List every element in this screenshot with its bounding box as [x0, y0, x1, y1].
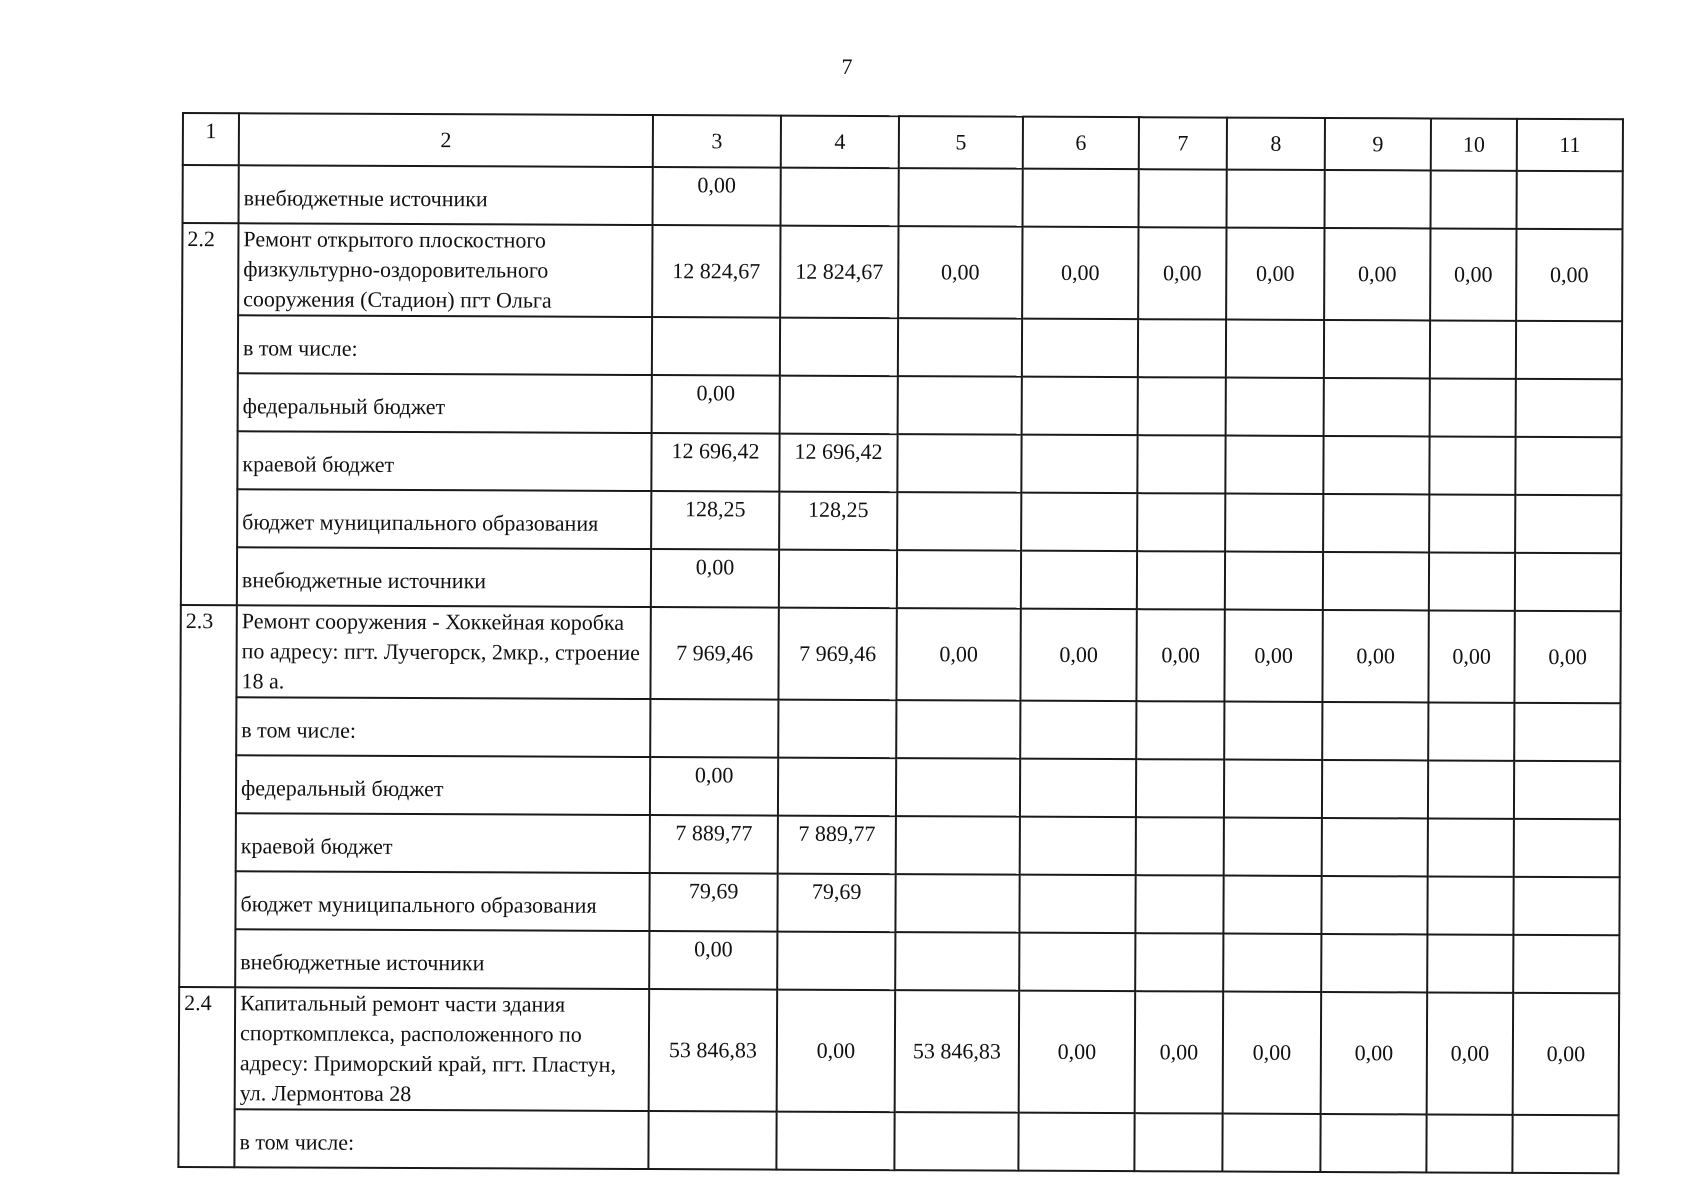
value-cell — [778, 758, 896, 817]
value-cell — [1223, 876, 1321, 934]
value-cell: 0,00 — [1516, 229, 1622, 321]
value-cell: 0,00 — [1226, 228, 1324, 320]
value-cell — [1320, 1114, 1426, 1172]
value-cell — [1321, 934, 1427, 992]
table-subrow — [182, 373, 1622, 437]
item-name-cell: краевой бюджет — [236, 813, 650, 873]
value-cell — [897, 492, 1021, 551]
value-cell: 0,00 — [1138, 227, 1226, 319]
header-cell: 1 — [183, 113, 239, 165]
value-cell — [1226, 378, 1324, 436]
item-number-cell: 2.3 — [179, 605, 237, 987]
value-cell — [896, 758, 1020, 817]
value-cell: 79,69 — [777, 874, 895, 933]
item-name-cell: бюджет муниципального образования — [235, 871, 649, 931]
table-subrow — [181, 547, 1621, 611]
item-name-cell: Капитальный ремонт части здания спорткомплекса, расположенного по адресу: Приморский край, пгт. Пластун, ул. Лермонтова 28 — [235, 987, 650, 1111]
value-cell — [1135, 933, 1223, 991]
value-cell — [899, 168, 1023, 227]
value-cell — [1020, 701, 1136, 760]
item-number-cell — [183, 165, 239, 223]
item-number-cell: 2.4 — [178, 987, 235, 1167]
table-body — [178, 113, 1623, 1173]
value-cell — [1428, 760, 1514, 818]
value-cell — [650, 699, 778, 758]
table-subrow — [180, 755, 1620, 819]
value-cell: 12 824,67 — [652, 225, 780, 318]
value-cell: 0,00 — [1136, 609, 1224, 701]
value-cell — [1137, 493, 1225, 551]
header-cell: 3 — [653, 115, 781, 168]
value-cell: 0,00 — [1223, 992, 1322, 1114]
item-name-cell: внебюджетные источники — [239, 165, 653, 225]
value-cell: 0,00 — [1135, 991, 1224, 1113]
table-subrow — [179, 929, 1619, 993]
value-cell: 0,00 — [1430, 228, 1516, 320]
header-cell: 7 — [1139, 117, 1227, 169]
table-subrow — [181, 489, 1621, 553]
value-cell — [1136, 759, 1224, 817]
value-cell: 0,00 — [1428, 610, 1514, 702]
value-cell — [1426, 1114, 1512, 1172]
value-cell: 7 889,77 — [778, 816, 896, 875]
value-cell — [1323, 552, 1429, 610]
value-cell — [1225, 436, 1323, 494]
header-cell: 5 — [899, 116, 1023, 169]
item-name-cell: федеральный бюджет — [238, 373, 652, 433]
table-row — [182, 223, 1622, 321]
value-cell — [1021, 493, 1137, 552]
value-cell — [1428, 818, 1514, 876]
budget-table — [177, 112, 1624, 1174]
header-cell: 10 — [1431, 118, 1517, 170]
value-cell: 12 824,67 — [780, 226, 898, 319]
value-cell — [1321, 876, 1427, 934]
value-cell — [1134, 1113, 1222, 1171]
header-cell: 9 — [1325, 118, 1431, 170]
value-cell — [1135, 875, 1223, 933]
value-cell — [1226, 320, 1324, 378]
value-cell — [648, 1111, 776, 1170]
value-cell — [1514, 819, 1620, 877]
value-cell: 0,00 — [649, 931, 777, 990]
value-cell: 0,00 — [898, 226, 1022, 319]
value-cell — [652, 317, 780, 376]
value-cell — [1137, 435, 1225, 493]
value-cell — [1022, 377, 1138, 436]
value-cell — [1138, 377, 1226, 435]
value-cell — [1430, 320, 1516, 378]
value-cell — [1019, 933, 1135, 992]
value-cell — [1323, 436, 1429, 494]
value-cell — [1225, 494, 1323, 552]
value-cell: 7 889,77 — [650, 815, 778, 874]
value-cell: 0,00 — [1224, 610, 1322, 702]
value-cell: 0,00 — [1514, 611, 1620, 703]
header-cell: 8 — [1227, 118, 1325, 170]
value-cell — [1139, 169, 1227, 227]
value-cell: 0,00 — [1513, 993, 1620, 1115]
header-cell: 11 — [1517, 119, 1623, 171]
item-name-cell: в том числе: — [238, 315, 652, 375]
value-cell: 7 969,46 — [650, 607, 778, 700]
value-cell: 79,69 — [649, 873, 777, 932]
value-cell — [1137, 551, 1225, 609]
value-cell — [895, 932, 1019, 991]
value-cell: 0,00 — [1020, 609, 1136, 702]
table-subrow — [178, 1109, 1618, 1173]
value-cell — [1021, 551, 1137, 610]
item-name-cell: в том числе: — [234, 1109, 648, 1169]
value-cell — [776, 1112, 894, 1171]
item-number-cell: 2.2 — [181, 223, 239, 605]
value-cell: 0,00 — [653, 167, 781, 226]
value-cell — [1324, 320, 1430, 378]
value-cell — [1427, 876, 1513, 934]
value-cell: 53 846,83 — [649, 989, 778, 1112]
value-cell — [1021, 435, 1137, 494]
value-cell — [898, 318, 1022, 377]
value-cell — [1430, 378, 1516, 436]
value-cell — [895, 874, 1019, 933]
value-cell — [1023, 169, 1139, 228]
value-cell — [1514, 703, 1620, 761]
value-cell — [1223, 934, 1321, 992]
value-cell — [1516, 379, 1622, 437]
item-name-cell: в том числе: — [236, 697, 650, 757]
table-subrow — [182, 315, 1622, 379]
value-cell: 53 846,83 — [895, 990, 1020, 1113]
value-cell — [1431, 170, 1517, 228]
value-cell: 0,00 — [1427, 992, 1514, 1114]
value-cell: 0,00 — [1322, 610, 1428, 702]
page-number: 7 — [841, 54, 853, 79]
value-cell — [897, 550, 1021, 609]
value-cell: 0,00 — [777, 990, 896, 1113]
item-name-cell: бюджет муниципального образования — [237, 489, 651, 549]
value-cell — [1322, 702, 1428, 760]
value-cell — [1020, 759, 1136, 818]
value-cell — [1428, 702, 1514, 760]
value-cell: 12 696,42 — [779, 434, 897, 493]
value-cell — [1138, 319, 1226, 377]
item-name-cell: Ремонт открытого плоскостного физкультурно-оздоровительного сооружения (Стадион) пгт Ольга — [238, 223, 652, 317]
value-cell — [1517, 171, 1623, 229]
header-cell: 6 — [1023, 117, 1139, 170]
value-cell: 0,00 — [650, 757, 778, 816]
value-cell — [1515, 495, 1621, 553]
value-cell — [1512, 1115, 1618, 1173]
value-cell: 0,00 — [896, 608, 1020, 701]
table-subrow — [179, 871, 1619, 935]
header-cell: 2 — [239, 113, 653, 167]
value-cell: 0,00 — [651, 549, 779, 608]
item-name-cell: внебюджетные источники — [235, 929, 649, 989]
value-cell — [1516, 321, 1622, 379]
value-cell — [777, 932, 895, 991]
value-cell — [896, 700, 1020, 759]
value-cell — [897, 434, 1021, 493]
value-cell — [1429, 552, 1515, 610]
value-cell — [1136, 817, 1224, 875]
value-cell — [1322, 818, 1428, 876]
value-cell: 0,00 — [1022, 227, 1138, 320]
value-cell — [896, 816, 1020, 875]
value-cell — [1515, 437, 1621, 495]
value-cell — [1018, 1113, 1134, 1172]
value-cell: 0,00 — [1019, 991, 1136, 1114]
value-cell — [1224, 702, 1322, 760]
table-subrow — [181, 431, 1621, 495]
value-cell — [1323, 494, 1429, 552]
header-cell: 4 — [781, 116, 899, 169]
value-cell — [778, 700, 896, 759]
value-cell — [1022, 319, 1138, 378]
value-cell — [1515, 553, 1621, 611]
value-cell — [1224, 760, 1322, 818]
value-cell — [1427, 934, 1513, 992]
item-name-cell: Ремонт сооружения - Хоккейная коробка по адресу: пгт. Лучегорск, 2мкр., строение 18 а. — [236, 605, 650, 699]
item-name-cell: внебюджетные источники — [237, 547, 651, 607]
value-cell — [1224, 818, 1322, 876]
value-cell — [1324, 378, 1430, 436]
value-cell: 12 696,42 — [651, 433, 779, 492]
value-cell — [779, 550, 897, 609]
value-cell — [781, 168, 899, 227]
value-cell — [1513, 935, 1619, 993]
value-cell — [1020, 817, 1136, 876]
value-cell: 128,25 — [779, 492, 897, 551]
value-cell — [1227, 170, 1325, 228]
item-name-cell: федеральный бюджет — [236, 755, 650, 815]
item-name-cell: краевой бюджет — [237, 431, 651, 491]
value-cell — [894, 1112, 1018, 1171]
value-cell: 128,25 — [651, 491, 779, 550]
value-cell — [898, 376, 1022, 435]
header-row — [183, 113, 1623, 171]
value-cell: 0,00 — [1321, 992, 1428, 1114]
table-row — [180, 605, 1620, 703]
value-cell — [1225, 552, 1323, 610]
value-cell: 7 969,46 — [778, 608, 896, 701]
value-cell — [1429, 436, 1515, 494]
value-cell — [1429, 494, 1515, 552]
value-cell — [1322, 760, 1428, 818]
value-cell — [1136, 701, 1224, 759]
value-cell — [1514, 761, 1620, 819]
table-row — [179, 987, 1620, 1115]
table-subrow — [180, 697, 1620, 761]
value-cell — [1513, 877, 1619, 935]
value-cell — [1222, 1114, 1320, 1172]
value-cell: 0,00 — [1324, 228, 1430, 320]
value-cell — [780, 318, 898, 377]
value-cell — [1325, 170, 1431, 228]
value-cell: 0,00 — [652, 375, 780, 434]
value-cell — [780, 376, 898, 435]
table-subrow — [183, 165, 1623, 229]
value-cell — [1019, 875, 1135, 934]
table-subrow — [180, 813, 1620, 877]
